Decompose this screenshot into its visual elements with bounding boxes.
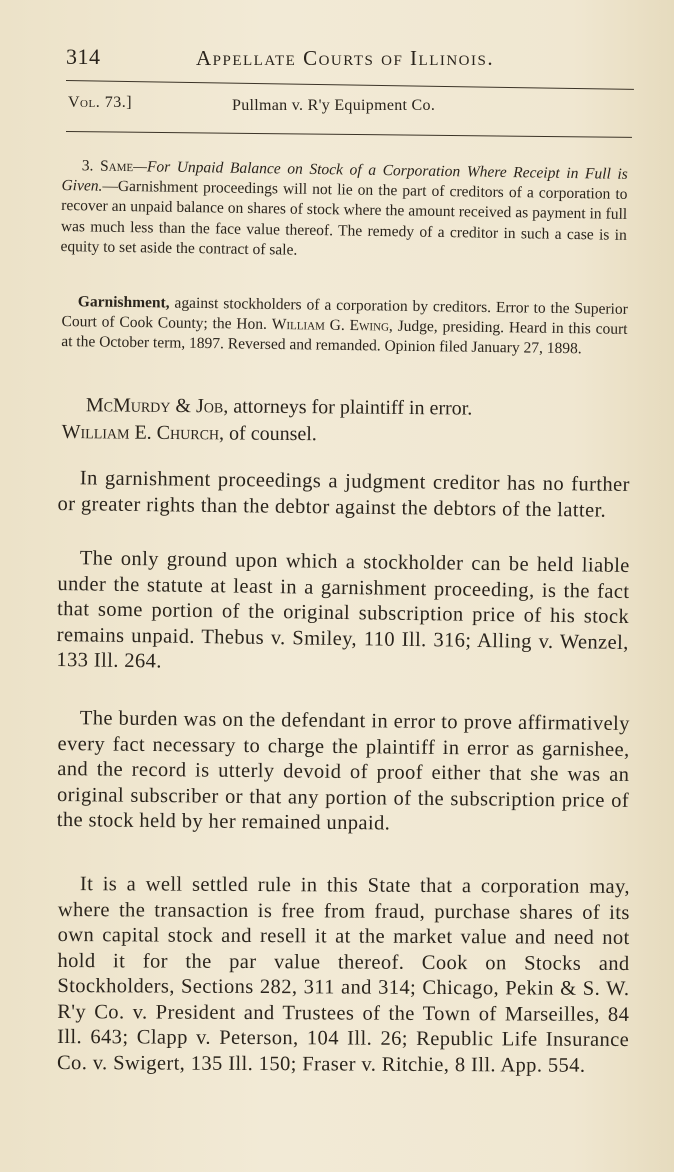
header-rule-top bbox=[66, 80, 634, 90]
syllabus-lead: Garnishment, bbox=[77, 293, 170, 312]
headnote-subtitle: —For Unpaid Balance on Stock of a Corporation Where Receipt in Full is Given. bbox=[61, 158, 628, 195]
body-paragraph bbox=[56, 546, 630, 681]
volume-label: Vol. 73.] bbox=[68, 94, 133, 111]
headnote bbox=[60, 156, 628, 266]
header-rule-bottom bbox=[66, 131, 632, 138]
counsel-firm: McMurdy & Job, bbox=[85, 394, 229, 418]
counsel-of-counsel-role: of counsel. bbox=[228, 422, 317, 446]
headnote-text: —Garnishment proceedings will not lie on the part of creditors of a corporation to recover an unpaid balance on shares of stock where the amount received as payment in full was much less than the face value thereof. The remedy of a creditor in such a case is in equity to set aside the contract of sale. bbox=[60, 177, 628, 259]
case-name: Pullman v. R'y Equipment Co. bbox=[232, 97, 436, 114]
syllabus-text-end: Judge, presiding. Heard in this court at the October term, 1897. Reversed and remanded. Opinion filed January 27, 1898. bbox=[61, 317, 628, 358]
body-paragraph-text: The burden was on the defendant in error to prove affirmatively every fact necessary to charge the plaintiff in error as garnishee, and the record is utterly devoid of proof either that she was an original subscriber or that any portion of the subscription price of the stock held by her remained unpaid. bbox=[56, 707, 630, 835]
body-paragraph-text: It is a well settled rule in this State that a corporation may, where the transaction is free from fraud, purchase shares of its own capital stock and resell it at the market value and need not hold it for the par value thereof. Cook on Stocks and Stockholders, Sections 282, 311 and 314; Chicago, Pekin & S. W. R'y Co. v. President and Trustees of the Town of Marseilles, 84 Ill. 643; Clapp v. Peterson, 104 Ill. 26; Republic Life Insurance Co. v. Swigert, 135 Ill. 150; Fraser v. Ritchie, 8 Ill. App. 554. bbox=[56, 873, 630, 1077]
body-paragraph bbox=[57, 466, 630, 524]
counsel-of-counsel: William E. Church, bbox=[61, 420, 225, 445]
syllabus-text: against stockholders of a corporation by creditors. Error to the Superior Court of Cook County; the Hon. bbox=[61, 294, 628, 334]
body-paragraph bbox=[57, 872, 630, 1079]
page-number: 314 bbox=[66, 44, 101, 69]
counsel-firm-role: attorneys for plaintiff in error. bbox=[233, 395, 473, 420]
syllabus bbox=[61, 292, 628, 361]
headnote-number: 3. bbox=[81, 157, 94, 175]
running-title: Appellate Courts of Illinois. bbox=[196, 46, 495, 70]
body-paragraph-text: In garnishment proceedings a judgment creditor has no further or greater rights than the debtor against the debtors of the latter. bbox=[57, 467, 630, 522]
headnote-topic: Same bbox=[99, 157, 134, 176]
syllabus-judge: William G. Ewing, bbox=[271, 316, 393, 335]
body-paragraph-text: The only ground upon which a stockholder can be held liable under the statute at least in a garnishment proceeding, is the fact that some portion of the original subscription price of his stock remains unpaid. Thebus v. Smiley, 110 Ill. 316; Alling v. Wenzel, 133 Ill. 264. bbox=[56, 547, 630, 673]
body-paragraph bbox=[57, 706, 630, 839]
counsel-block bbox=[62, 392, 630, 451]
